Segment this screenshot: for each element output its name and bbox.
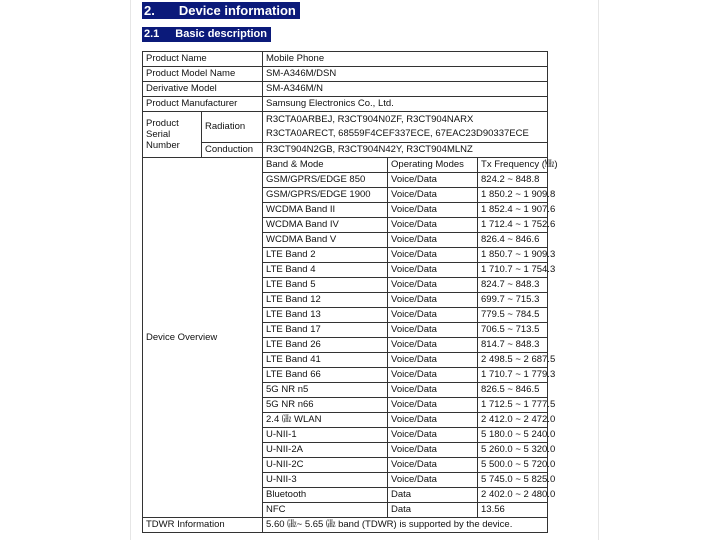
band-mode-cell: LTE Band 13 bbox=[263, 308, 388, 323]
tdwr-value: 5.60 ㎓~ 5.65 ㎓ band (TDWR) is supported by the device. bbox=[263, 518, 548, 533]
tx-frequency-cell: 826.5 ~ 846.5 bbox=[478, 383, 548, 398]
tx-frequency-cell: 2 412.0 ~ 2 472.0 bbox=[478, 413, 548, 428]
operating-mode-cell: Voice/Data bbox=[388, 173, 478, 188]
band-mode-cell: LTE Band 12 bbox=[263, 293, 388, 308]
subsection-number: 2.1 bbox=[144, 28, 160, 40]
subsection-title: Basic description bbox=[175, 28, 267, 40]
section-heading bbox=[142, 2, 300, 19]
product-name-value: Mobile Phone bbox=[263, 52, 548, 67]
table-row bbox=[143, 112, 548, 143]
derivative-model-value: SM-A346M/N bbox=[263, 82, 548, 97]
table-row bbox=[143, 518, 548, 533]
operating-mode-cell: Voice/Data bbox=[388, 428, 478, 443]
band-mode-cell: WCDMA Band II bbox=[263, 203, 388, 218]
tx-frequency-cell: 13.56 bbox=[478, 503, 548, 518]
tx-frequency-cell: 824.2 ~ 848.8 bbox=[478, 173, 548, 188]
band-mode-cell: LTE Band 4 bbox=[263, 263, 388, 278]
band-mode-cell: WCDMA Band IV bbox=[263, 218, 388, 233]
band-mode-cell: 2.4 ㎓ WLAN bbox=[263, 413, 388, 428]
operating-mode-cell: Voice/Data bbox=[388, 263, 478, 278]
page-edge-right bbox=[598, 0, 599, 540]
operating-mode-cell: Voice/Data bbox=[388, 248, 478, 263]
band-mode-cell: LTE Band 17 bbox=[263, 323, 388, 338]
operating-mode-cell: Voice/Data bbox=[388, 293, 478, 308]
tx-frequency-cell: 1 850.7 ~ 1 909.3 bbox=[478, 248, 548, 263]
model-name-label: Product Model Name bbox=[143, 67, 263, 82]
serial-number-label: Product Serial Number bbox=[143, 112, 202, 158]
band-mode-cell: LTE Band 66 bbox=[263, 368, 388, 383]
tdwr-label: TDWR Information bbox=[143, 518, 263, 533]
operating-mode-cell: Voice/Data bbox=[388, 458, 478, 473]
tx-frequency-cell: 814.7 ~ 848.3 bbox=[478, 338, 548, 353]
band-mode-header: Band & Mode bbox=[263, 158, 388, 173]
table-row bbox=[143, 97, 548, 112]
tx-frequency-cell: 779.5 ~ 784.5 bbox=[478, 308, 548, 323]
operating-mode-cell: Voice/Data bbox=[388, 278, 478, 293]
tx-frequency-cell: 1 712.5 ~ 1 777.5 bbox=[478, 398, 548, 413]
radiation-serials-line2: R3CTA0ARECT, 68559F4CEF337ECE, 67EAC23D90337ECE bbox=[266, 128, 529, 139]
section-number: 2. bbox=[144, 3, 155, 18]
model-name-value: SM-A346M/DSN bbox=[263, 67, 548, 82]
operating-mode-cell: Voice/Data bbox=[388, 203, 478, 218]
band-mode-cell: Bluetooth bbox=[263, 488, 388, 503]
band-mode-cell: GSM/GPRS/EDGE 850 bbox=[263, 173, 388, 188]
section-title: Device information bbox=[178, 3, 296, 18]
operating-mode-cell: Voice/Data bbox=[388, 323, 478, 338]
product-name-label: Product Name bbox=[143, 52, 263, 67]
band-mode-cell: U-NII-2C bbox=[263, 458, 388, 473]
device-info-table bbox=[142, 51, 558, 533]
operating-mode-cell: Voice/Data bbox=[388, 398, 478, 413]
band-mode-cell: LTE Band 26 bbox=[263, 338, 388, 353]
tx-frequency-cell: 5 260.0 ~ 5 320.0 bbox=[478, 443, 548, 458]
band-mode-cell: U-NII-2A bbox=[263, 443, 388, 458]
operating-mode-cell: Voice/Data bbox=[388, 368, 478, 383]
band-mode-cell: LTE Band 5 bbox=[263, 278, 388, 293]
tx-frequency-cell: 5 745.0 ~ 5 825.0 bbox=[478, 473, 548, 488]
tx-frequency-cell: 1 710.7 ~ 1 779.3 bbox=[478, 368, 548, 383]
operating-mode-cell: Voice/Data bbox=[388, 218, 478, 233]
operating-mode-cell: Voice/Data bbox=[388, 383, 478, 398]
band-mode-cell: 5G NR n66 bbox=[263, 398, 388, 413]
radiation-serials-line1: R3CTA0ARBEJ, R3CT904N0ZF, R3CT904NARX bbox=[266, 114, 474, 125]
band-mode-cell: NFC bbox=[263, 503, 388, 518]
operating-mode-cell: Voice/Data bbox=[388, 353, 478, 368]
tx-frequency-cell: 1 850.2 ~ 1 909.8 bbox=[478, 188, 548, 203]
tx-frequency-cell: 2 498.5 ~ 2 687.5 bbox=[478, 353, 548, 368]
band-mode-cell: U-NII-3 bbox=[263, 473, 388, 488]
band-mode-cell: 5G NR n5 bbox=[263, 383, 388, 398]
table-row bbox=[143, 82, 548, 97]
conduction-label: Conduction bbox=[202, 143, 263, 158]
conduction-serials: R3CT904N2GB, R3CT904N42Y, R3CT904MLNZ bbox=[263, 143, 548, 158]
operating-mode-cell: Voice/Data bbox=[388, 233, 478, 248]
tx-frequency-cell: 1 852.4 ~ 1 907.6 bbox=[478, 203, 548, 218]
tx-frequency-cell: 824.7 ~ 848.3 bbox=[478, 278, 548, 293]
band-mode-cell: GSM/GPRS/EDGE 1900 bbox=[263, 188, 388, 203]
tx-frequency-cell: 5 180.0 ~ 5 240.0 bbox=[478, 428, 548, 443]
band-mode-cell: WCDMA Band V bbox=[263, 233, 388, 248]
operating-mode-cell: Voice/Data bbox=[388, 338, 478, 353]
band-mode-cell: LTE Band 41 bbox=[263, 353, 388, 368]
operating-mode-cell: Voice/Data bbox=[388, 308, 478, 323]
operating-mode-cell: Data bbox=[388, 503, 478, 518]
table-row bbox=[143, 67, 548, 82]
operating-mode-cell: Data bbox=[388, 488, 478, 503]
operating-modes-header: Operating Modes bbox=[388, 158, 478, 173]
operating-mode-cell: Voice/Data bbox=[388, 188, 478, 203]
tx-frequency-cell: 1 710.7 ~ 1 754.3 bbox=[478, 263, 548, 278]
tx-frequency-cell: 699.7 ~ 715.3 bbox=[478, 293, 548, 308]
band-mode-cell: U-NII-1 bbox=[263, 428, 388, 443]
tx-frequency-cell: 706.5 ~ 713.5 bbox=[478, 323, 548, 338]
table-header-row bbox=[143, 158, 548, 173]
subsection-heading bbox=[142, 27, 271, 42]
table-row bbox=[143, 143, 548, 158]
tx-frequency-cell: 1 712.4 ~ 1 752.6 bbox=[478, 218, 548, 233]
radiation-label: Radiation bbox=[202, 112, 263, 143]
band-mode-cell: LTE Band 2 bbox=[263, 248, 388, 263]
table-row bbox=[143, 52, 548, 67]
operating-mode-cell: Voice/Data bbox=[388, 473, 478, 488]
radiation-serials bbox=[263, 112, 548, 143]
tx-frequency-cell: 826.4 ~ 846.6 bbox=[478, 233, 548, 248]
manufacturer-value: Samsung Electronics Co., Ltd. bbox=[263, 97, 548, 112]
operating-mode-cell: Voice/Data bbox=[388, 413, 478, 428]
tx-frequency-header: Tx Frequency (㎒) bbox=[478, 158, 548, 173]
manufacturer-label: Product Manufacturer bbox=[143, 97, 263, 112]
tx-frequency-cell: 2 402.0 ~ 2 480.0 bbox=[478, 488, 548, 503]
derivative-model-label: Derivative Model bbox=[143, 82, 263, 97]
device-overview-label: Device Overview bbox=[143, 158, 263, 518]
tx-frequency-cell: 5 500.0 ~ 5 720.0 bbox=[478, 458, 548, 473]
operating-mode-cell: Voice/Data bbox=[388, 443, 478, 458]
